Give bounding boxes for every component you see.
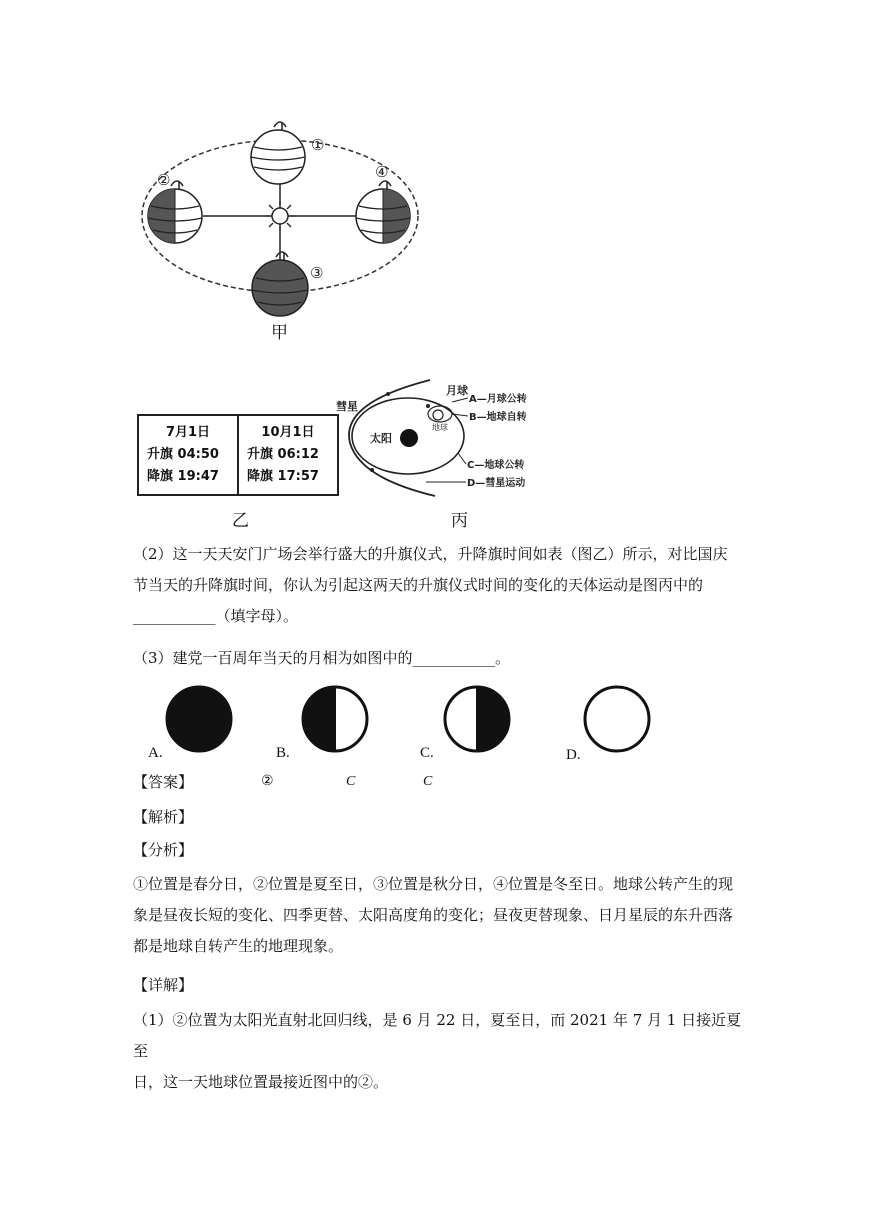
fenxi-line3: 都是地球自转产生的地理现象。 <box>133 937 344 955</box>
table-cell: 降旗 19:47 <box>147 469 219 484</box>
answer-label: 【答案】 <box>133 773 194 791</box>
legend-a: A—月球公转 <box>469 394 527 405</box>
figure-yi-label: 乙 <box>232 511 249 531</box>
sun-label: 太阳 <box>370 432 392 445</box>
table-cell: 降旗 17:57 <box>247 469 319 484</box>
position-label-2: ② <box>157 171 171 189</box>
table-col-july <box>138 415 238 495</box>
question-2 <box>133 539 743 632</box>
moon-label: 月球 <box>446 384 468 397</box>
position-label-3: ③ <box>310 264 324 282</box>
question-2-line2: 节当天的升降旗时间，你认为引起这两天的升旗仪式时间的变化的天体运动是图丙中的 <box>133 576 704 594</box>
table-cell: 7月1日 <box>165 425 211 440</box>
figure-bing-label: 丙 <box>451 511 468 531</box>
answer-item-3: C <box>423 774 433 789</box>
question-2-line3: ___________（填字母）。 <box>133 607 299 625</box>
sun-disc <box>400 429 418 447</box>
table-cell: 升旗 04:50 <box>147 447 219 462</box>
figure-yi-table <box>137 414 339 496</box>
sun-icon <box>265 201 295 231</box>
figure-jia-orbit-diagram <box>135 110 425 340</box>
table-col-october <box>238 415 338 495</box>
option-c-label: C. <box>420 745 434 761</box>
fenxi-line1: ①位置是春分日，②位置是夏至日，③位置是秋分日，④位置是冬至日。地球公转产生的现 <box>133 875 734 893</box>
moon-phase-d <box>582 684 652 754</box>
earth-position-3 <box>252 252 308 316</box>
table-cell: 10月1日 <box>261 425 315 440</box>
option-a-label: A. <box>148 745 163 761</box>
detail-line1: （1）②位置为太阳光直射北回归线，是 6 月 22 日，夏至日，而 2021 年 7 月 1 日接近夏至 <box>133 1011 742 1060</box>
figure-bing-diagram <box>330 378 560 500</box>
position-label-1: ① <box>311 136 325 154</box>
position-label-4: ④ <box>375 163 389 181</box>
legend-c: C—地球公转 <box>467 460 525 471</box>
table-cell: 升旗 06:12 <box>247 447 319 462</box>
detail-text <box>133 1005 743 1098</box>
earth-position-4 <box>356 181 410 243</box>
option-d-label: D. <box>566 747 581 763</box>
fenxi-text <box>133 869 743 962</box>
moon-phase-b <box>300 684 370 754</box>
earth-position-1 <box>251 122 305 184</box>
analysis-label: 【解析】 <box>133 808 194 826</box>
option-b-label: B. <box>276 745 290 761</box>
fenxi-label: 【分析】 <box>133 841 194 859</box>
figure-jia-label: 甲 <box>271 323 288 343</box>
moon-phase-a <box>164 684 234 754</box>
earth-position-2 <box>148 181 202 243</box>
fenxi-line2: 象是昼夜长短的变化、四季更替、太阳高度角的变化；昼夜更替现象、日月星辰的东升西落 <box>133 906 734 924</box>
legend-b: B—地球自转 <box>469 412 527 423</box>
answer-item-1: ② <box>261 773 274 789</box>
detail-line2: 日，这一天地球位置最接近图中的②。 <box>133 1073 389 1091</box>
earth-label: 地球 <box>432 423 448 432</box>
moon-phase-c <box>442 684 512 754</box>
legend-d: D—彗星运动 <box>467 478 526 489</box>
answer-item-2: C <box>346 774 356 789</box>
question-2-line1: （2）这一天天安门广场会举行盛大的升旗仪式，升降旗时间如表（图乙）所示，对比国庆 <box>133 545 728 563</box>
question-3: （3）建党一百周年当天的月相为如图中的___________。 <box>133 649 511 667</box>
detail-label: 【详解】 <box>133 976 194 994</box>
comet-label: 彗星 <box>336 400 358 413</box>
